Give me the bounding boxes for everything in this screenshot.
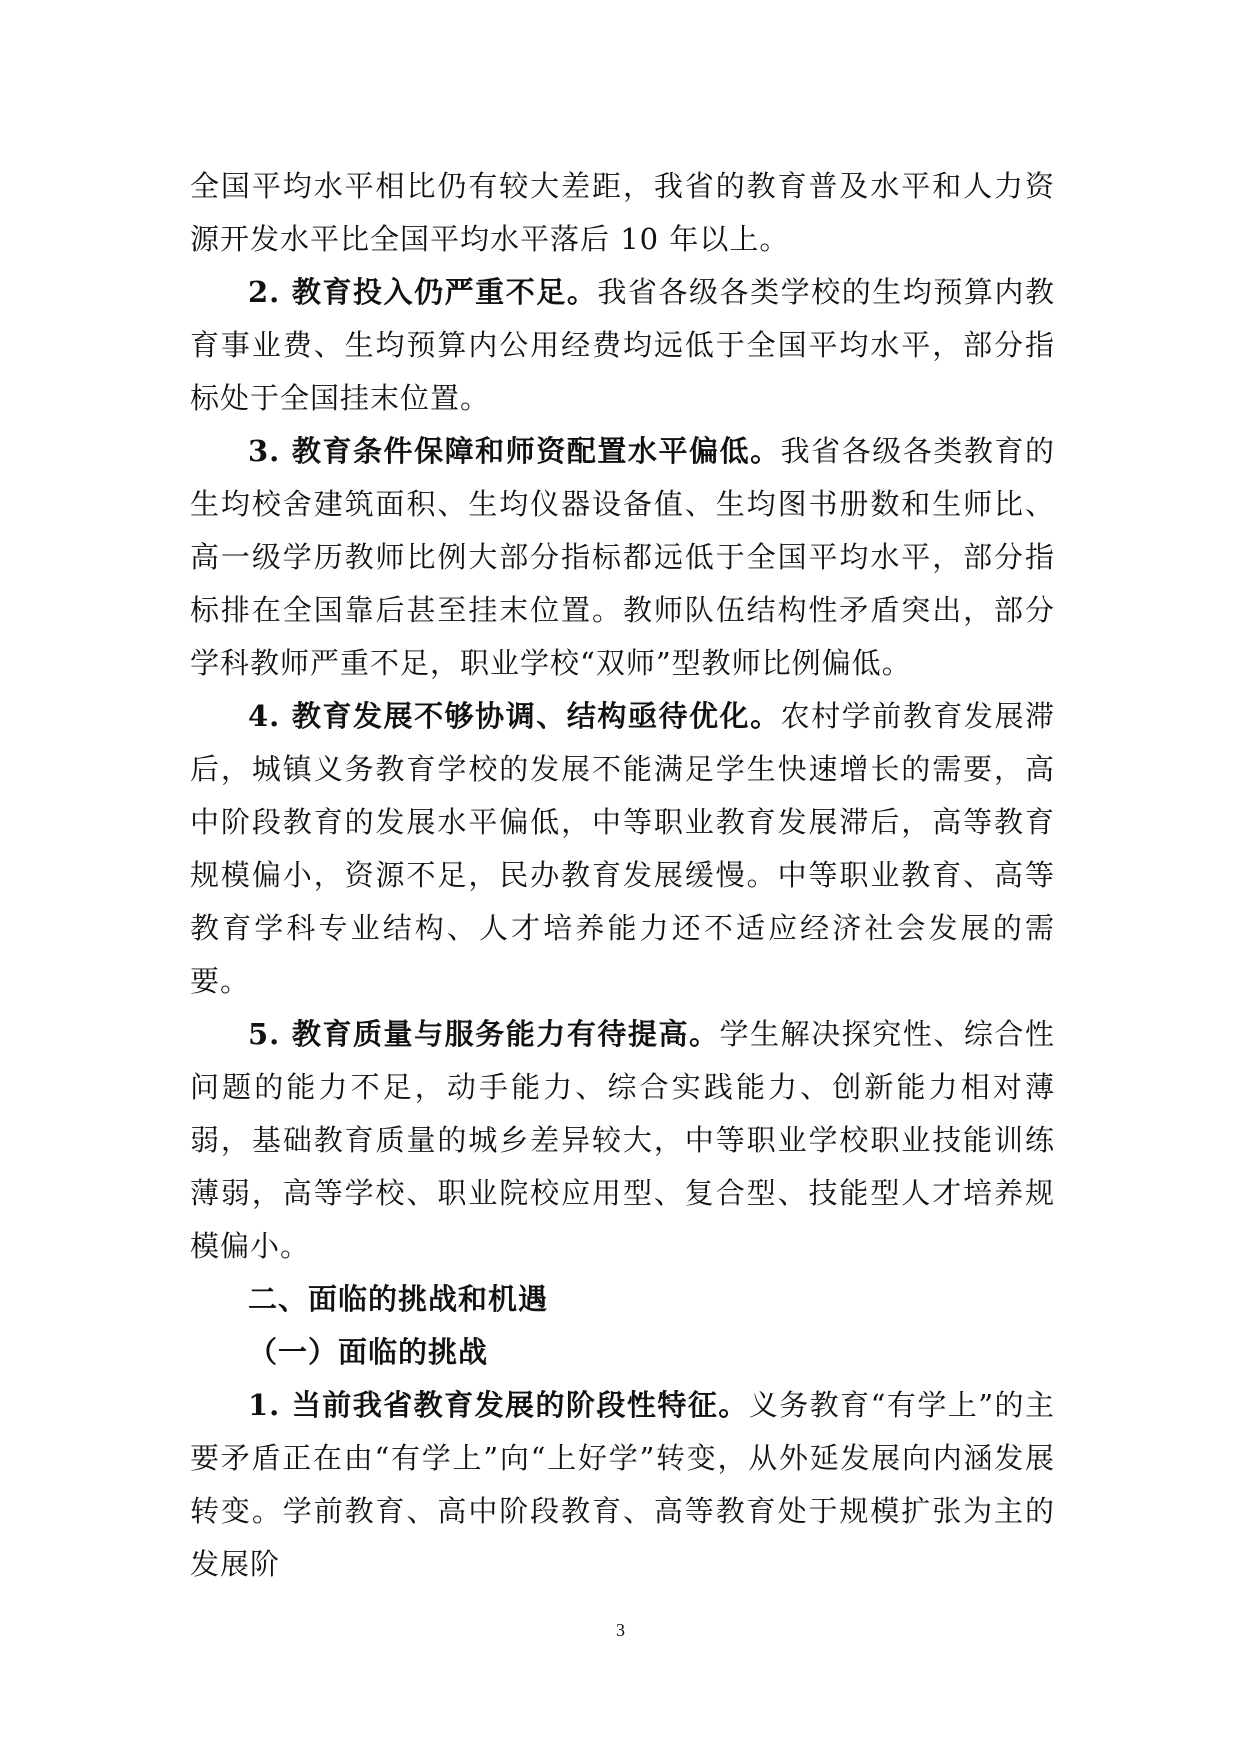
- paragraph-education-investment: [190, 266, 1055, 425]
- paragraph-conditions-teachers: [190, 425, 1055, 690]
- paragraph-continuation: [190, 160, 1055, 266]
- paragraph-text: 农村学前教育发展滞后，城镇义务教育学校的发展不能满足学生快速增长的需要，高中阶段教育的发展水平偏低，中等职业教育发展滞后，高等教育规模偏小，资源不足，民办教育发展缓慢。中等职业教育、高等教育学科专业结构、人才培养能力还不适应经济社会发展的需要。: [190, 699, 1055, 998]
- document-body: [190, 160, 1055, 1591]
- section-heading: 二、面临的挑战和机遇: [248, 1282, 549, 1316]
- paragraph-text: 我省各级各类教育的生均校舍建筑面积、生均仪器设备值、生均图书册数和生师比、高一级学历教师比例大部分指标都远低于全国平均水平，部分指标排在全国靠后甚至挂末位置。教师队伍结构性矛盾突出，部分学科教师严重不足，职业学校“双师”型教师比例偏低。: [190, 434, 1055, 680]
- paragraph-lead: 5. 教育质量与服务能力有待提高。: [248, 1017, 720, 1051]
- paragraph-text: 我省各级各类学校的生均预算内教育事业费、生均预算内公用经费均远低于全国平均水平，部分指标处于全国挂末位置。: [190, 275, 1055, 415]
- page-number: 3: [616, 1620, 625, 1640]
- subsection-heading: （一）面临的挑战: [248, 1335, 489, 1369]
- paragraph-text: 全国平均水平相比仍有较大差距，我省的教育普及水平和人力资源开发水平比全国平均水平落后 10 年以上。: [190, 169, 1055, 256]
- paragraph-coordination-structure: [190, 690, 1055, 1008]
- paragraph-lead: 3. 教育条件保障和师资配置水平偏低。: [248, 434, 781, 468]
- paragraph-quality-service: [190, 1008, 1055, 1273]
- paragraph-lead: 1. 当前我省教育发展的阶段性特征。: [248, 1388, 749, 1422]
- paragraph-stage-characteristics: [190, 1379, 1055, 1591]
- paragraph-lead: 2. 教育投入仍严重不足。: [248, 275, 598, 309]
- paragraph-text: 义务教育“有学上”的主要矛盾正在由“有学上”向“上好学”转变，从外延发展向内涵发展转变。学前教育、高中阶段教育、高等教育处于规模扩张为主的发展阶: [190, 1388, 1056, 1581]
- paragraph-lead: 4. 教育发展不够协调、结构亟待优化。: [248, 699, 781, 733]
- paragraph-text: 学生解决探究性、综合性问题的能力不足，动手能力、综合实践能力、创新能力相对薄弱，基础教育质量的城乡差异较大，中等职业学校职业技能训练薄弱，高等学校、职业院校应用型、复合型、技能型人才培养规模偏小。: [190, 1017, 1055, 1263]
